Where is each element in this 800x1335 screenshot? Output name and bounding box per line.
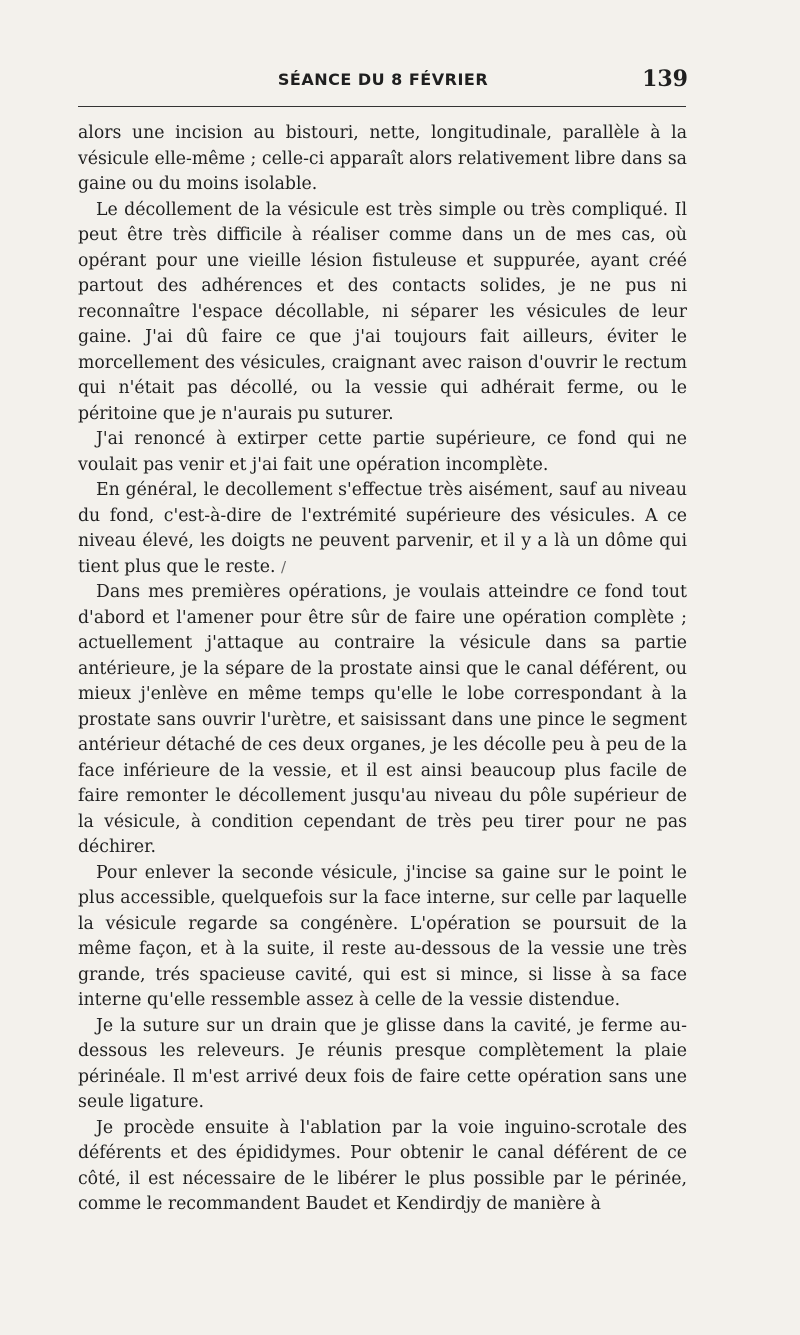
paragraph: Le décollement de la vésicule est très simple ou très compliqué. Il peut être très difficile à réaliser comme dans un de mes cas, où opérant pour une vieille lésion fistuleuse et suppurée, ayant créé partout des adhérences et des contacts solides, je ne pus ni reconnaître l'espace décollable, ni séparer les vésicules de leur gaine. J'ai dû faire ce que j'ai toujours fait ailleurs, éviter le morcellement des vésicules, craignant avec raison d'ouvrir le rectum qui n'était pas décollé, ou la vessie qui adhérait ferme, ou le péritoine que je n'aurais pu suturer.: [78, 199, 687, 424]
paragraph: Je procède ensuite à l'ablation par la voie inguino-scrotale des déférents et des épididymes. Pour obtenir le canal déférent de ce côté, il est nécessaire de le libérer le plus possible par le périnée, comme le recommandent Baudet et Kendirdjy de manière à: [78, 1117, 687, 1214]
paragraph: alors une incision au bistouri, nette, longitudinale, parallèle à la vésicule elle-même ; celle-ci apparaît alors relativement libre dans sa gaine ou du moins isolable.: [78, 123, 687, 194]
running-title: SÉANCE DU 8 FÉVRIER: [277, 70, 489, 89]
header-rule: [78, 106, 686, 107]
body-text: [78, 121, 687, 1218]
paragraph: Je la suture sur un drain que je glisse dans la cavité, je ferme au-dessous les releveurs. Je réunis presque complètement la plaie périnéale. Il m'est arrivé deux fois de faire cette opération sans une seule ligature.: [78, 1015, 687, 1112]
paragraph: J'ai renoncé à extirper cette partie supérieure, ce fond qui ne voulait pas venir et j'ai fait une opération incomplète.: [78, 429, 687, 475]
pencil-mark: /: [281, 557, 287, 576]
paragraph-text: En général, le decollement s'effectue très aisément, sauf au niveau du fond, c'est-à-dire de l'extrémité supérieure des vésicules. A ce niveau élevé, les doigts ne peuvent parvenir, et il y a là un dôme qui tient plus que le reste.: [78, 480, 687, 577]
paragraph: Pour enlever la seconde vésicule, j'incise sa gaine sur le point le plus accessible, quelquefois sur la face interne, sur celle par laquelle la vésicule regarde sa congénère. L'opération se poursuit de la même façon, et à la suite, il reste au-dessous de la vessie une très grande, trés spacieuse cavité, qui est si mince, si lisse à sa face interne qu'elle ressemble assez à celle de la vessie distendue.: [78, 862, 687, 1010]
page-header: [78, 58, 688, 98]
paragraph: Dans mes premières opérations, je voulais atteindre ce fond tout d'abord et l'amener pour être sûr de faire une opération complète ; actuellement j'attaque au contraire la vésicule dans sa partie antérieure, je la sépare de la prostate ainsi que le canal déférent, ou mieux j'enlève en même temps qu'elle le lobe correspondant à la prostate sans ouvrir l'urètre, et saisissant dans une pince le segment antérieur détaché de ces deux organes, je les décolle peu à peu de la face inférieure de la vessie, et il est ainsi beaucoup plus facile de faire remonter le décollement jusqu'au niveau du pôle supérieur de la vésicule, à condition cependant de très peu tirer pour ne pas déchirer.: [78, 582, 687, 857]
paragraph: [78, 478, 687, 580]
page-number: 139: [642, 66, 688, 92]
